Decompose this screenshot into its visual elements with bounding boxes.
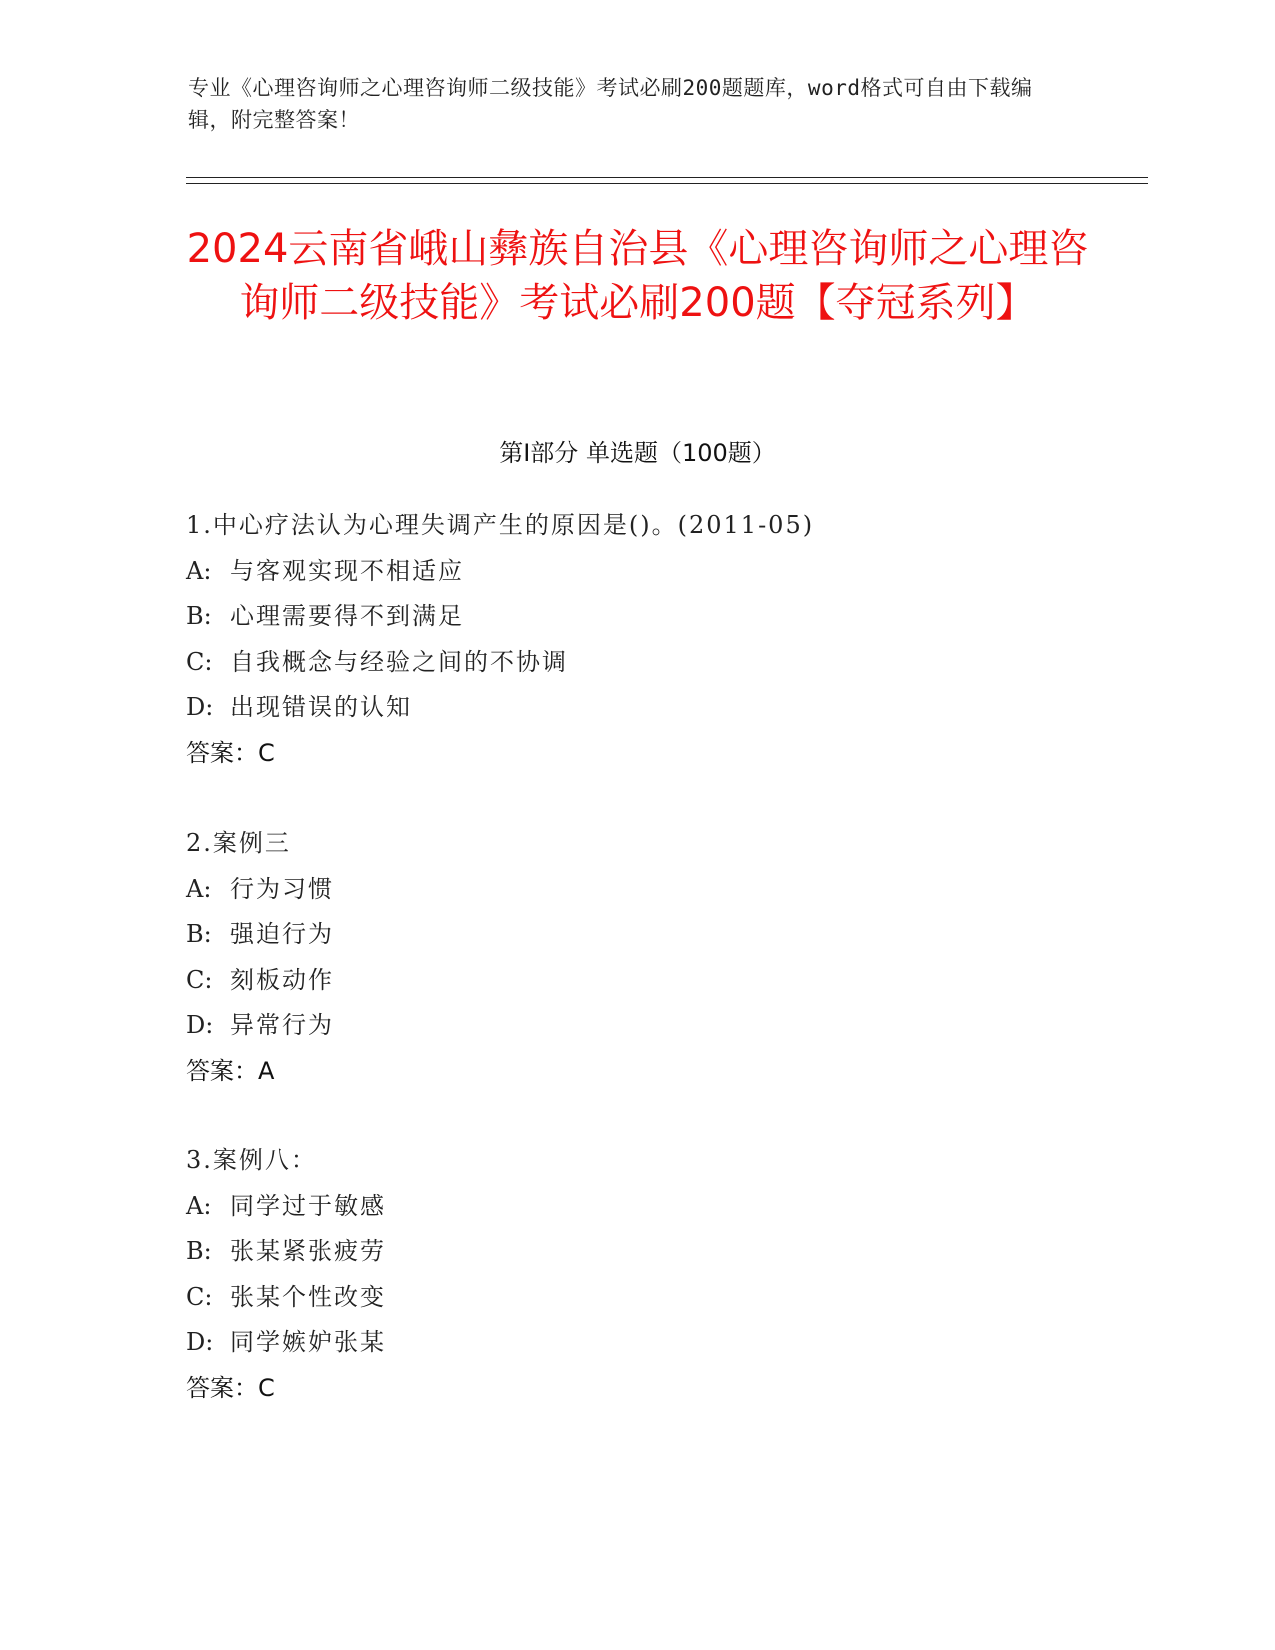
question-stem: 3.案例八： <box>186 1146 317 1174</box>
option-key: B: <box>186 602 212 630</box>
option-key: C: <box>186 1282 213 1311</box>
option-a <box>186 867 1086 913</box>
option-c <box>186 640 1086 686</box>
option-b <box>186 912 1086 958</box>
option-key: A: <box>186 1191 212 1220</box>
option-text: 心理需要得不到满足 <box>230 602 464 630</box>
option-b <box>186 594 1086 640</box>
option-text: 张某紧张疲劳 <box>230 1237 386 1265</box>
question-2 <box>186 821 1086 1094</box>
option-text: 出现错误的认知 <box>230 693 412 721</box>
question-stem: 2.案例三 <box>186 829 291 857</box>
option-key: C: <box>186 965 213 994</box>
document-title: 2024云南省峨山彝族自治县《心理咨询师之心理咨询师二级技能》考试必刷200题【夺冠系列】 <box>186 226 1089 326</box>
option-key: B: <box>186 1237 212 1265</box>
option-text: 同学过于敏感 <box>230 1191 386 1220</box>
option-b <box>186 1229 1086 1275</box>
option-text: 张某个性改变 <box>230 1282 386 1311</box>
question-stem: 1.中心疗法认为心理失调产生的原因是()。(2011-05) <box>186 511 815 539</box>
option-d <box>186 685 1086 731</box>
answer: 答案：C <box>186 1373 275 1402</box>
option-text: 同学嫉妒张某 <box>230 1328 386 1356</box>
option-key: A: <box>186 874 212 903</box>
option-text: 刻板动作 <box>230 965 334 994</box>
answer: 答案：A <box>186 1056 275 1085</box>
option-d <box>186 1320 1086 1366</box>
section-heading: 第Ⅰ部分 单选题（100题） <box>499 439 776 467</box>
option-text: 行为习惯 <box>230 874 334 903</box>
option-c <box>186 958 1086 1004</box>
option-a <box>186 549 1086 595</box>
answer: 答案：C <box>186 738 275 767</box>
option-key: B: <box>186 920 212 948</box>
question-3 <box>186 1138 1086 1411</box>
question-1 <box>186 503 1086 776</box>
option-d <box>186 1003 1086 1049</box>
option-a <box>186 1184 1086 1230</box>
option-key: A: <box>186 556 212 585</box>
option-text: 强迫行为 <box>230 920 334 948</box>
option-key: D: <box>186 1328 214 1356</box>
header-divider-top <box>186 177 1148 178</box>
option-text: 异常行为 <box>230 1011 334 1039</box>
option-key: D: <box>186 693 214 721</box>
option-text: 与客观实现不相适应 <box>230 556 464 585</box>
header-note: 专业《心理咨询师之心理咨询师二级技能》考试必刷200题题库，word格式可自由下载编辑，附完整答案！ <box>188 76 1033 132</box>
option-key: C: <box>186 647 213 676</box>
header-divider-bottom <box>186 183 1148 184</box>
option-key: D: <box>186 1011 214 1039</box>
option-c <box>186 1275 1086 1321</box>
option-text: 自我概念与经验之间的不协调 <box>230 647 568 676</box>
